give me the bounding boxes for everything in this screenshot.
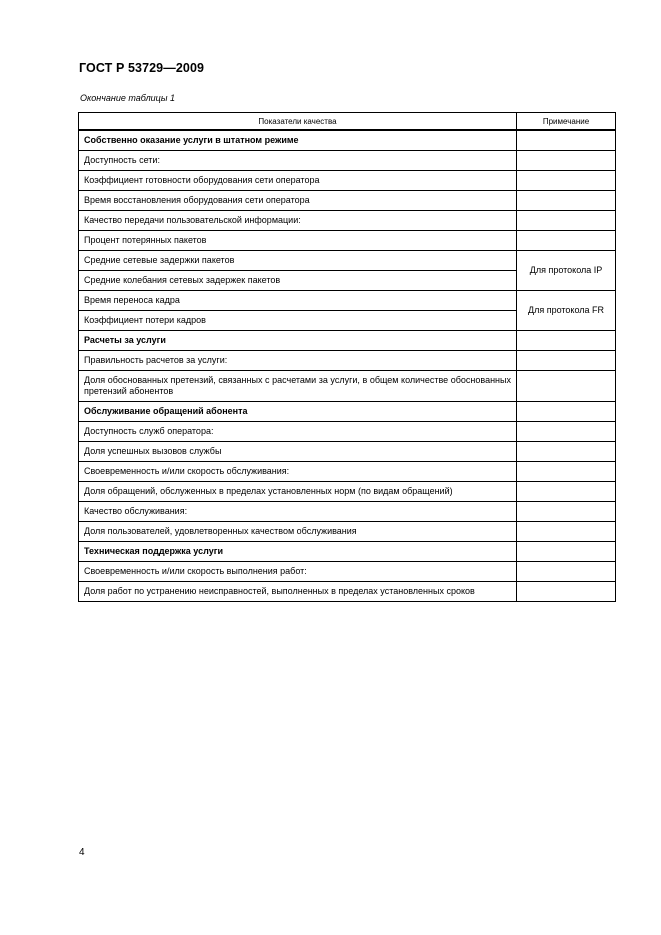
indicator-cell: Доступность служб оператора:: [79, 422, 517, 442]
indicator-cell: Время переноса кадра: [79, 291, 517, 311]
table-row: [79, 151, 616, 171]
note-cell: [517, 371, 616, 402]
indicator-cell: Своевременность и/или скорость выполнения работ:: [79, 562, 517, 582]
standard-title: ГОСТ Р 53729—2009: [79, 61, 205, 75]
indicator-cell: Доля успешных вызовов службы: [79, 442, 517, 462]
quality-indicators-table: [78, 112, 616, 602]
note-cell: [517, 231, 616, 251]
note-cell-fr: Для протокола FR: [517, 291, 616, 331]
table-row: [79, 371, 616, 402]
note-cell: [517, 482, 616, 502]
table-row: [79, 542, 616, 562]
indicator-cell: Качество передачи пользовательской информации:: [79, 211, 517, 231]
note-cell: [517, 562, 616, 582]
note-cell: [517, 171, 616, 191]
indicator-cell: Средние сетевые задержки пакетов: [79, 251, 517, 271]
table-row: [79, 251, 616, 271]
table-row: [79, 462, 616, 482]
table-header-row: [79, 113, 616, 131]
table-caption: Окончание таблицы 1: [80, 93, 175, 103]
table-row: [79, 351, 616, 371]
indicator-cell: Правильность расчетов за услуги:: [79, 351, 517, 371]
note-cell: [517, 442, 616, 462]
column-header-indicators: Показатели качества: [79, 113, 517, 131]
note-cell: [517, 211, 616, 231]
note-cell: [517, 151, 616, 171]
note-cell: [517, 422, 616, 442]
table-row: [79, 211, 616, 231]
table-row: [79, 562, 616, 582]
table-row: [79, 442, 616, 462]
section-heading: Обслуживание обращений абонента: [79, 402, 517, 422]
indicator-cell: Коэффициент готовности оборудования сети оператора: [79, 171, 517, 191]
indicator-cell: Доля пользователей, удовлетворенных качеством обслуживания: [79, 522, 517, 542]
note-cell: [517, 522, 616, 542]
section-heading: Техническая поддержка услуги: [79, 542, 517, 562]
indicator-cell: Своевременность и/или скорость обслуживания:: [79, 462, 517, 482]
indicator-cell: Качество обслуживания:: [79, 502, 517, 522]
table-row: [79, 130, 616, 151]
table-row: [79, 331, 616, 351]
table-row: [79, 482, 616, 502]
indicator-cell: Доля работ по устранению неисправностей, выполненных в пределах установленных сроков: [79, 582, 517, 602]
note-cell: [517, 502, 616, 522]
section-heading: Расчеты за услуги: [79, 331, 517, 351]
note-cell-ip: Для протокола IP: [517, 251, 616, 291]
indicator-cell: Доля обращений, обслуженных в пределах установленных норм (по видам обращений): [79, 482, 517, 502]
section-heading: Собственно оказание услуги в штатном режиме: [79, 130, 517, 151]
table-row: [79, 502, 616, 522]
table-row: [79, 582, 616, 602]
note-cell: [517, 402, 616, 422]
note-cell: [517, 191, 616, 211]
note-cell: [517, 462, 616, 482]
column-header-notes: Примечание: [517, 113, 616, 131]
indicator-cell: Процент потерянных пакетов: [79, 231, 517, 251]
table-row: [79, 171, 616, 191]
note-cell: [517, 331, 616, 351]
table-row: [79, 402, 616, 422]
indicator-cell: Коэффициент потери кадров: [79, 311, 517, 331]
note-cell: [517, 130, 616, 151]
note-cell: [517, 351, 616, 371]
note-cell: [517, 542, 616, 562]
page-number: 4: [79, 847, 85, 858]
table-row: [79, 291, 616, 311]
indicator-cell: Средние колебания сетевых задержек пакетов: [79, 271, 517, 291]
table-row: [79, 422, 616, 442]
table-row: [79, 191, 616, 211]
indicator-cell: Время восстановления оборудования сети оператора: [79, 191, 517, 211]
table-row: [79, 522, 616, 542]
note-cell: [517, 582, 616, 602]
indicator-cell: Доля обоснованных претензий, связанных с расчетами за услуги, в общем количестве обоснованных претензий абонентов: [79, 371, 517, 402]
table-row: [79, 231, 616, 251]
indicator-cell: Доступность сети:: [79, 151, 517, 171]
